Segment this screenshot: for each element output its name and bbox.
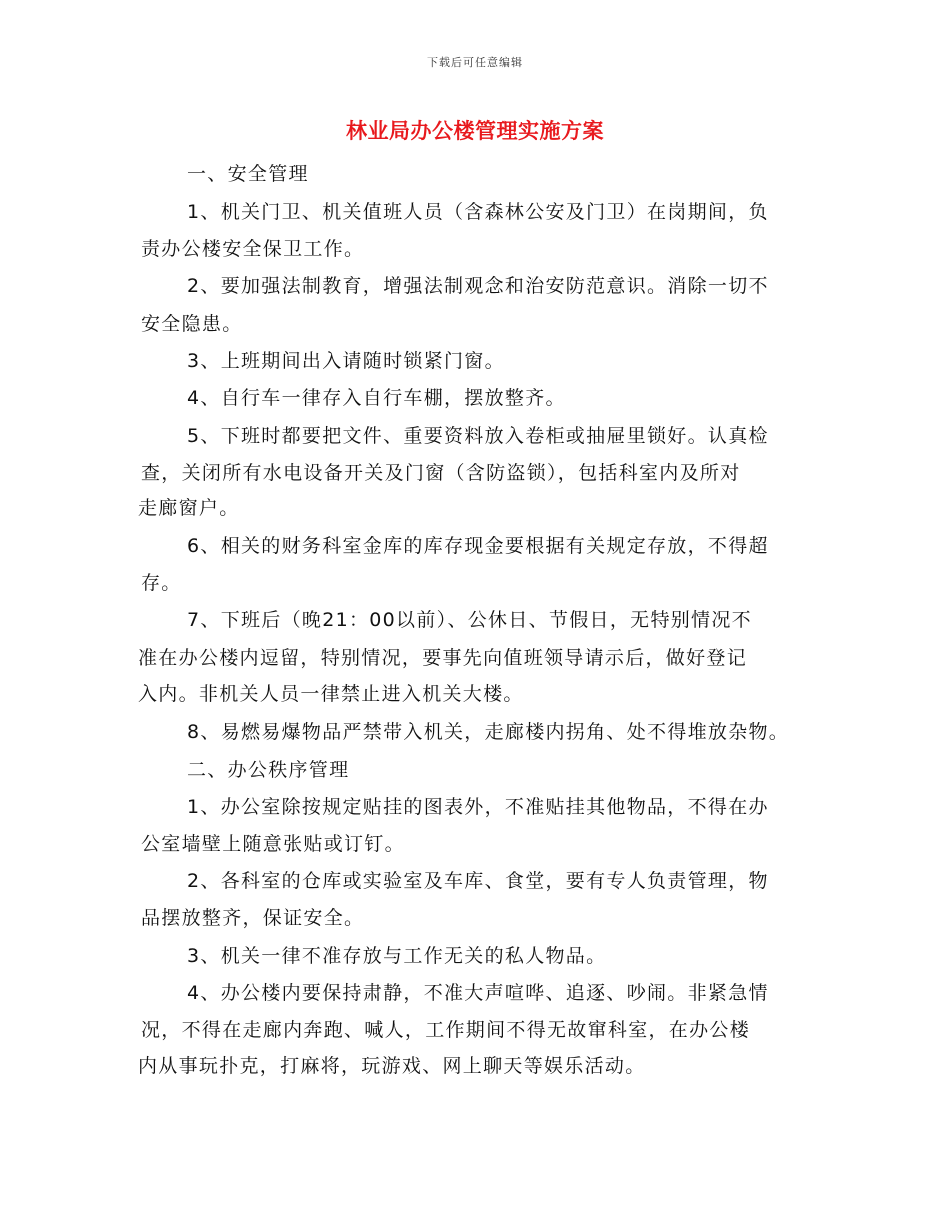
paragraph-line: 4、办公楼内要保持肃静，不准大声喧哗、追逐、吵闹。非紧急情 [187,982,769,1004]
paragraph-line: 4、自行车一律存入自行车棚，摆放整齐。 [187,387,566,409]
paragraph-line: 入内。非机关人员一律禁止进入机关大楼。 [138,683,524,705]
document-title: 林业局办公楼管理实施方案 [346,119,604,143]
paragraph-line: 内从事玩扑克，打麻将，玩游戏、网上聊天等娱乐活动。 [138,1055,646,1077]
paragraph-line: 安全隐患。 [141,313,243,335]
paragraph-line: 3、机关一律不准存放与工作无关的私人物品。 [187,945,607,967]
paragraph-line: 1、机关门卫、机关值班人员（含森林公安及门卫）在岗期间，负 [187,201,769,223]
paragraph-line: 准在办公楼内逗留，特别情况，要事先向值班领导请示后，做好登记 [138,647,748,669]
section-heading-office-order: 二、办公秩序管理 [187,759,350,781]
paragraph-line: 7、下班后（晚21：00以前）、公休日、节假日，无特别情况不 [187,609,752,631]
paragraph-line: 查，关闭所有水电设备开关及门窗（含防盗锁），包括科室内及所对 [141,462,741,484]
section-heading-safety: 一、安全管理 [187,163,309,185]
paragraph-line: 况，不得在走廊内奔跑、喊人，工作期间不得无故窜科室，在办公楼 [141,1019,751,1041]
paragraph-line: 8、易燃易爆物品严禁带入机关，走廊楼内拐角、处不得堆放杂物。 [187,721,790,743]
paragraph-line: 存。 [141,572,182,594]
paragraph-line: 1、办公室除按规定贴挂的图表外，不准贴挂其他物品，不得在办 [187,796,769,818]
paragraph-line: 责办公楼安全保卫工作。 [141,238,365,260]
paragraph-line: 走廊窗户。 [138,497,240,519]
paragraph-line: 品摆放整齐，保证安全。 [141,907,365,929]
paragraph-line: 2、要加强法制教育，增强法制观念和治安防范意识。消除一切不 [187,275,769,297]
paragraph-line: 2、各科室的仓库或实验室及车库、食堂，要有专人负责管理，物 [187,870,769,892]
page-header-note: 下载后可任意编辑 [427,56,523,69]
paragraph-line: 6、相关的财务科室金库的库存现金要根据有关规定存放，不得超 [187,535,769,557]
paragraph-line: 3、上班期间出入请随时锁紧门窗。 [187,350,505,372]
paragraph-line: 公室墙壁上随意张贴或订钉。 [141,833,405,855]
paragraph-line: 5、下班时都要把文件、重要资料放入卷柜或抽屉里锁好。认真检 [187,425,769,447]
